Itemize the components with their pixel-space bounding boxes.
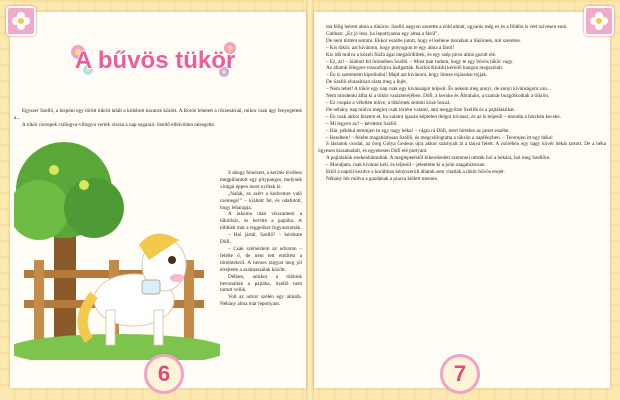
page-number-right: 7 <box>440 354 480 394</box>
book-gutter <box>306 0 314 400</box>
paragraph: „Nahát, ez azért a kedvemre való csemege!” – kiáltott fel, és odafutott, hogy leharapja. <box>220 190 302 211</box>
paragraph: – Hol jártál, Szellő? – kérdezte Döfi. <box>220 232 302 246</box>
paragraph: – Ez csupán a véletlen műve, a tükörnek semmi köze hozzá. <box>326 99 451 106</box>
paragraph: S lássatok csodát, az öreg Gólya Gedeon újra akkor szárnyalt át a tanya felett. A csőrében egy nagy kövér békát tartott. De a béka ügyesen kiszabadult, és egyenesen Döfi elé pottyant. <box>318 141 606 155</box>
paragraph: Néhány hét múlva a gazdának a piacra kellett mennie. <box>326 175 439 182</box>
paragraph: – Csak szétnéztem az udvaron – felelte ő, de nem tett említést a történtekről. A hecses tárgyat meg jól elrejtette a szalmaszálak között. <box>220 245 302 273</box>
paragraph: S ahogy felnézett, a kerítés tövében megpillantott egy pitypangot, melynek virágai éppen most nyíltak ki. <box>220 170 302 190</box>
paragraph: A pajtalakók ezekenbámultak. A meglepetéstől kikerekedett szemmel nézték hol a békára, hol meg Szellőre. <box>326 155 551 162</box>
left-side-text <box>220 170 302 308</box>
flower-icon <box>11 11 31 31</box>
paragraph: – Mi legyen az? – kérdezte Szellő. <box>326 120 398 127</box>
story-title-graphic <box>70 30 240 90</box>
paragraph: Délben, amikor a többiek bevonultak a pajtába, Szellő nem tartott velük. <box>220 273 302 294</box>
paragraph: – Mondjam, csak kívánni kell, és teljesül – jelentette ki a póni magabiztosan. <box>326 162 486 169</box>
paragraph: – Nem lehet! A tükör egy nap csak egy kívánságot teljesít. És nekem még annyi, de annyi kívánságom van... <box>326 86 551 93</box>
paragraph: ma félig leérett alma a tükörre. Szellő nagyon szerette a zöld almát, ugyanis még ez és a földön is vett szívesen enni. <box>326 24 568 30</box>
paragraph: – Én csak akkor hiszem el, ha valami igazán képtelen dolgot kívánsz, és az is teljesül – mondta a hörrkén kecske. <box>326 113 561 120</box>
paragraph: Az állatok lélegzet-visszafojtva hallgatták. Korlós Klotild kérlelő hangon megszólalt. <box>326 65 504 72</box>
paragraph: Ettől a naptól kezdve a korábban kényszerült állatok sem vitatták a tükör bűvös erejét. <box>326 169 505 176</box>
paragraph: – Én is szeretném kipróbálni! Majd azt kívánom, hogy hímes tojásokat tojjak. <box>326 72 488 79</box>
paragraph: De nem történt semmi. Ekkor eszébe jutott, hogy el kellene mondani a tükörnek, mit szeretne. <box>326 37 522 44</box>
paragraph: De Szellő elutasítóan rázta meg a fejét. <box>326 79 408 86</box>
corner-flower-left <box>6 6 36 36</box>
paragraph: Volt az udvar szélén egy almafa. Néhány alma már lepottyant. <box>220 294 302 308</box>
paragraph: – Kis tükör, azt kívánom, hogy potyogjon le egy alma a fáról! <box>326 44 455 51</box>
mirror-icon <box>142 280 160 294</box>
page-number-left: 6 <box>144 354 184 394</box>
paragraph: A tükör cserepek csillogva-villogva verték vissza a nap sugarait. Szellő elbűvölten nézegette. <box>22 121 216 128</box>
paragraph: – Hát, például teremjen itt egy nagy béka! – vágta rá Döfi, mert hirtelen az jutott eszébe. <box>326 127 510 134</box>
paragraph: Kis idő múlva a közeli fűzfa ágai megzördültek, és egy szép piros alma gurult elé. <box>326 51 497 58</box>
intro-paragraph: Egyszer Szellő, a kispóni egy törött tükröt talált a kidobott kacatok között. A Boróé lehetett a rőzsesárnál, mikor csak úgy fenyegettek a... <box>14 108 302 121</box>
pony-illustration <box>14 130 220 360</box>
paragraph: – Rendben! – felelte magabiztosan Szellő, és megcsillogtatta a tükrön a napfényben. – Teremjen itt egy béka! <box>326 134 553 141</box>
paragraph: Gabban: „Ez jó lesz, ha lepottyanna egy alma a fáról”. <box>326 30 439 37</box>
paragraph: A lakoma után visszament a tükörhöz, és bevitte a pajtába. A többiek már a reggelikre fogyasztották. <box>220 211 302 232</box>
paragraph: Nem mindenki állta ki a tükör varázserejében. Döfi, a kecske és Ábrahám, a szamár buzgólkodtak a tükrön. <box>326 93 550 100</box>
right-page-text <box>318 24 606 183</box>
story-title: A bűvös tükör <box>74 47 236 74</box>
pony-character <box>83 234 186 345</box>
paragraph: – Ez, az! – kiáltott fel örömében Szellő. – Most már tudom, hogy te egy bűvös tükör vagy. <box>326 58 514 65</box>
paragraph: De néhány nap múlva megint csak történt valami, ami meggyőzte Szellőt és a pajtálakókat. <box>326 106 516 113</box>
